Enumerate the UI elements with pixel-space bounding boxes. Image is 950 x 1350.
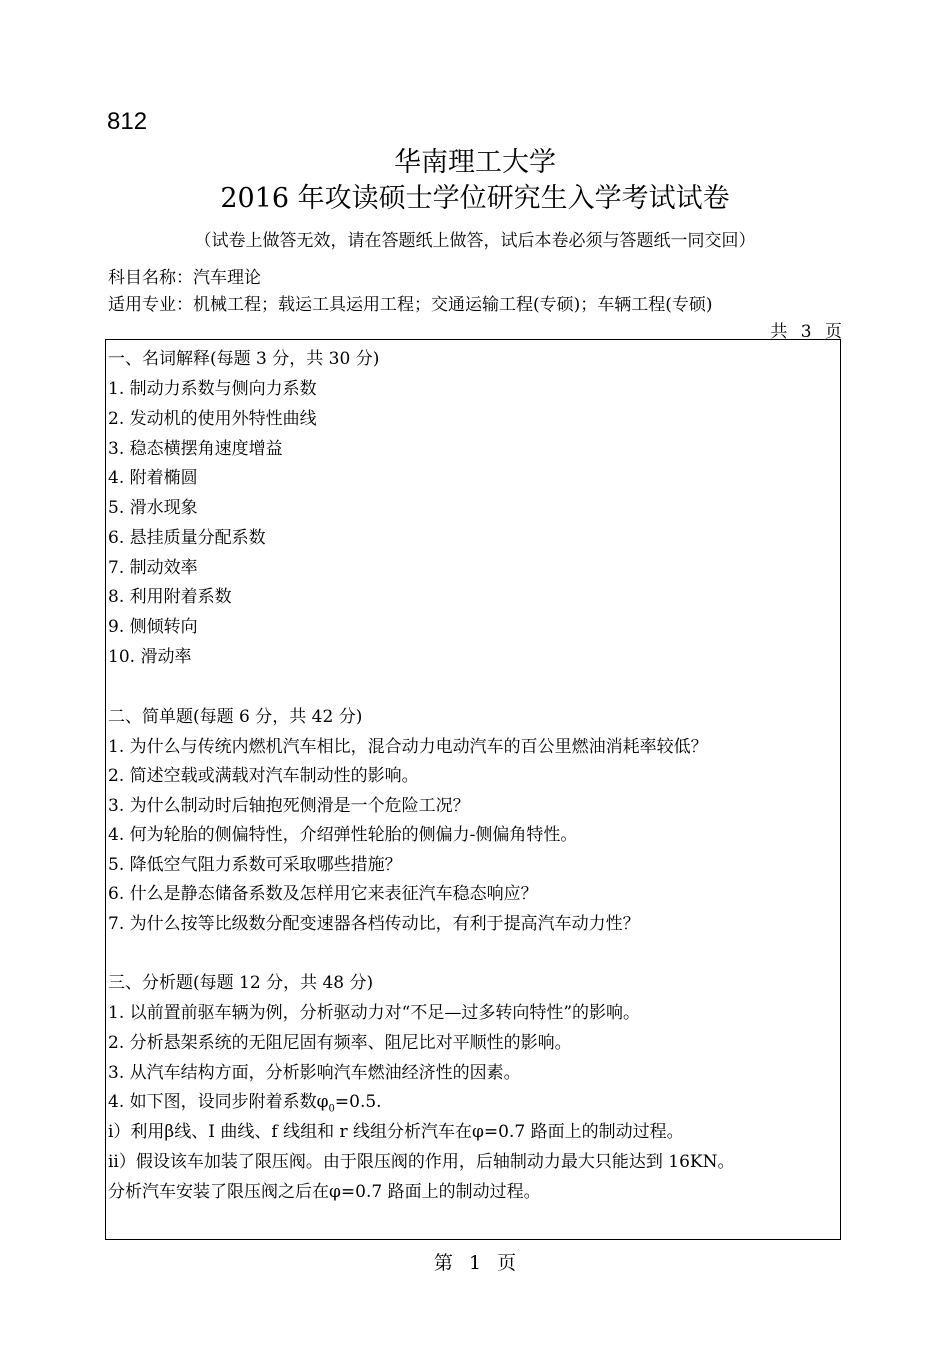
list-item: 5. 降低空气阻力系数可采取哪些措施？ [108,855,402,875]
total-pages: 共 3 页 [770,322,842,342]
q4-prefix: 4. 如下图，设同步附着系数φ [108,1092,329,1112]
university-name: 华南理工大学 [394,147,556,178]
page-number: 第 1 页 [433,1252,517,1274]
list-item: 2. 分析悬架系统的无阻尼固有频率、阻尼比对平顺性的影响。 [108,1033,572,1053]
list-item: 7. 为什么按等比级数分配变速器各档传动比，有利于提高汽车动力性？ [108,914,640,934]
section-heading: 二、简单题(每题 6 分，共 42 分) [108,707,363,727]
applicable-majors: 适用专业：机械工程；载运工具运用工程；交通运输工程(专硕)；车辆工程(专硕) [108,295,713,315]
sub-question-continued: 分析汽车安装了限压阀之后在φ=0.7 路面上的制动过程。 [108,1182,541,1202]
list-item: 3. 稳态横摆角速度增益 [108,439,283,459]
exam-title: 2016 年攻读硕士学位研究生入学考试试卷 [220,183,730,214]
list-item: 1. 制动力系数与侧向力系数 [108,379,317,399]
q4-subscript: 0 [328,1103,335,1115]
section-heading: 一、名词解释(每题 3 分，共 30 分) [108,349,380,369]
list-item: 2. 简述空载或满载对汽车制动性的影响。 [108,766,419,786]
list-item: 4. 附着椭圆 [108,468,198,488]
list-item: 2. 发动机的使用外特性曲线 [108,409,317,429]
exam-code: 812 [107,108,148,135]
list-item: 10. 滑动率 [108,647,192,667]
list-item: 3. 为什么制动时后轴抱死侧滑是一个危险工况？ [108,796,470,816]
list-item: 8. 利用附着系数 [108,587,232,607]
section-heading: 三、分析题(每题 12 分，共 48 分) [108,973,374,993]
list-item: 6. 悬挂质量分配系数 [108,528,266,548]
list-item [108,1087,382,1114]
subject-name: 科目名称：汽车理论 [108,268,261,288]
list-item: 7. 制动效率 [108,558,198,578]
list-item: 1. 以前置前驱车辆为例，分析驱动力对“不足—过多转向特性”的影响。 [108,1003,641,1023]
list-item: 6. 什么是静态储备系数及怎样用它来表征汽车稳态响应？ [108,884,538,904]
sub-question: i）利用β线、I 曲线、f 线组和 r 线组分析汽车在φ=0.7 路面上的制动过程。 [108,1122,684,1142]
list-item: 3. 从汽车结构方面，分析影响汽车燃油经济性的因素。 [108,1063,521,1083]
sub-question: ii）假设该车加装了限压阀。由于限压阀的作用，后轴制动力最大只能达到 16KN。 [108,1152,735,1172]
exam-note: （试卷上做答无效，请在答题纸上做答，试后本卷必须与答题纸一同交回） [194,231,756,251]
list-item: 9. 侧倾转向 [108,617,198,637]
q4-suffix: =0.5. [334,1092,382,1112]
list-item: 1. 为什么与传统内燃机汽车相比，混合动力电动汽车的百公里燃油消耗率较低？ [108,737,708,757]
list-item: 4. 何为轮胎的侧偏特性，介绍弹性轮胎的侧偏力-侧偏角特性。 [108,825,578,845]
list-item: 5. 滑水现象 [108,498,198,518]
